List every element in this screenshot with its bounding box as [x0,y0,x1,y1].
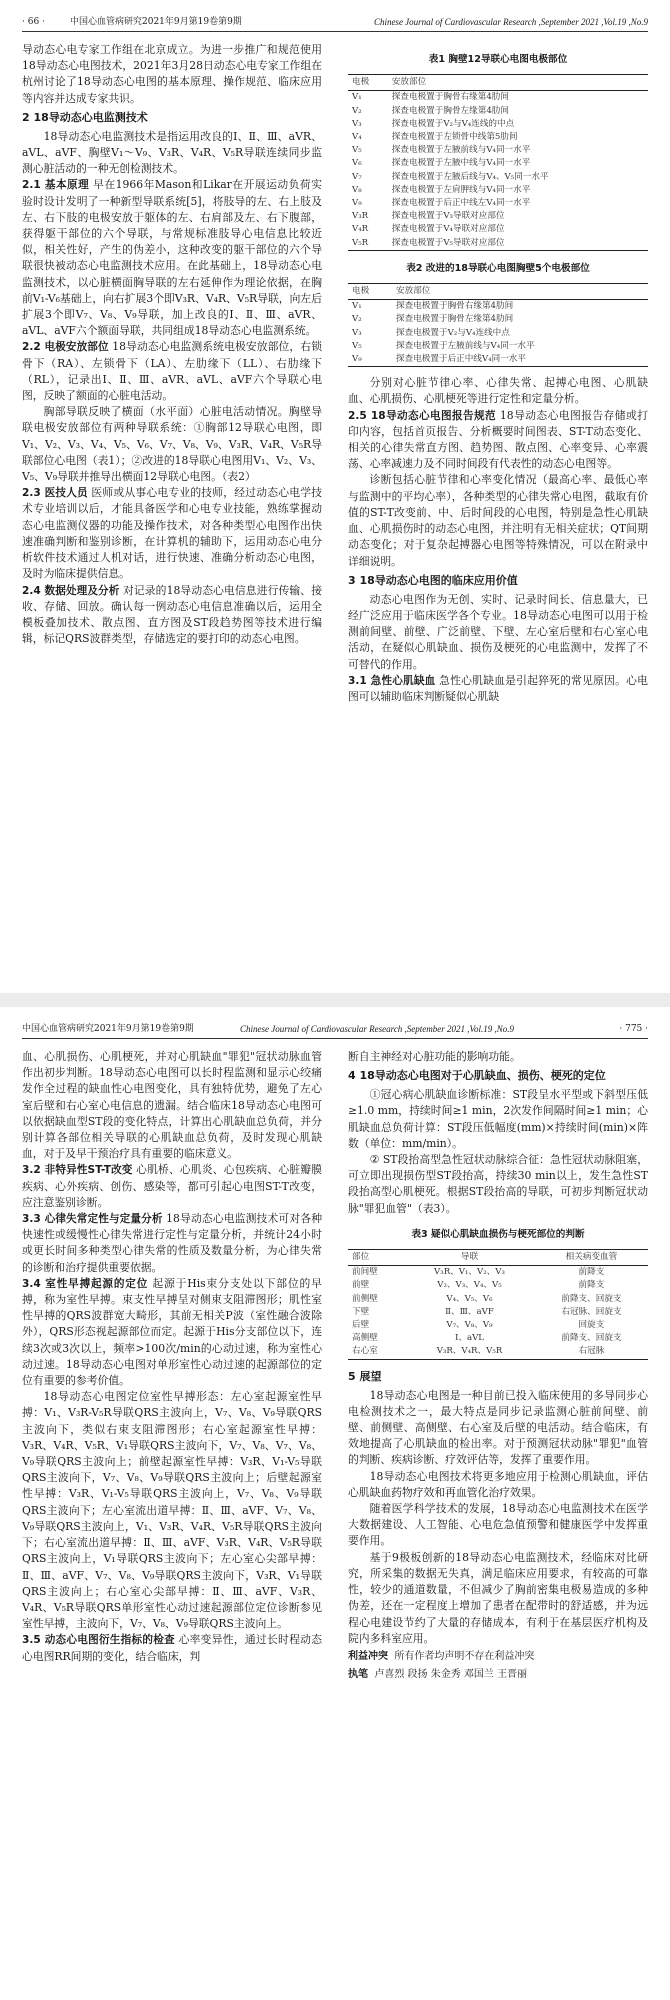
table-cell: 探查电极置于后正中线V₄同一水平 [392,353,648,367]
journal-title-cn: 中国心血管病研究2021年9月第19卷第9期 [70,17,242,27]
subsection-paragraph [22,1276,322,1389]
table-cell: V₅ [352,145,362,156]
table-cell: 前降支、回旋支 [561,1333,622,1344]
paragraph: 18导动态心电图是一种目前已投入临床使用的多导同步心电检测技术之一，最大特点是同步记录监测心脏前间壁、前壁、前侧壁、高侧壁、右心室及后壁的电活动。结合临床，有效地提高了心肌缺血的检出率。对于预测冠状动脉"罪犯"血管的判断、疾病诊断、疗效评估等，发挥了重要作用。 [348,1388,648,1467]
page-number: · 66 · [22,17,45,27]
table-header-cell: 安放部位 [388,75,648,91]
table-row [348,1279,648,1292]
right-column [348,42,648,705]
paragraph: 胸部导联反映了横面（水平面）心脏电活动情况。胸壁导联电极安放部位有两种导联系统：①胸部12导联心电图，即V₁、V₂、V₃、V₄、V₅、V₆、V₇、V₈、V₉、V₃R、V₄R、V₅R导联部位心电图（表1）；②改进的18导联心电图用V₁、V₂、V₃、V₅、V₉导联并推导出横面12导联心电图。（表2） [22,405,322,484]
ischemia-location-table [348,1249,648,1360]
table-cell: 探查电极置于左腋后线与V₄、V₅同一水平 [391,171,549,182]
table-caption: 表1 胸壁12导联心电图电极部位 [428,54,568,65]
table-cell: 探查电极置于V₃导联对应部位 [391,211,505,222]
table-cell: V₄、V₅、V₆ [446,1293,493,1304]
table-row [348,237,648,251]
table-header-cell: 相关病变血管 [535,1250,648,1266]
table-cell: V₅ [352,340,362,351]
table-cell: 探查电极置于V₂与V₄连线的中点 [391,118,515,129]
journal-title-en: Chinese Journal of Cardiovascular Research ,September 2021 ,Vol.19 ,No.9 [373,17,648,27]
section-heading: 3 18导动态心电图的临床应用价值 [348,573,518,587]
table-row [348,340,648,353]
subsection-text: 早在1966年Mason和Likar在开展运动负荷实验时设计发明了一种新型导联系统[5]，将肢导的左、右上肢及左、右下肢的电极安放于躯体的左、右肩部及左、右下腹部，获得躯干部位的六个导联，与常规标准肢导心电信息比较近似，相关性好，产生的伪差小，这种改变的躯干部位的六个导联很快被动态心电监测技术应用。在此基础上，18导动态心电监测技术，以心脏横面胸导联的左右延伸作为理论依据，在胸前V₁-V₆基础上，向右扩展3个即V₃R、V₄R、V₅R导联，向左后扩展3个即V₇、V₈、V₉导联，加上改良的Ⅰ、Ⅱ、Ⅲ、aVR、aVL、aVF六个额面导联，共同组成18导动态心电监测系统。 [22,178,322,338]
conflict-label: 利益冲突 [348,1650,388,1662]
table-cell: V₇ [352,171,362,182]
page-gap [0,993,670,1007]
table-row [348,197,648,210]
table-row [348,1332,648,1345]
subsection-paragraph [348,408,648,473]
paragraph: ①冠心病心肌缺血诊断标准：ST段呈水平型或下斜型压低≥1.0 mm，持续时间≥1 min，2次发作间隔时间≥1 min；心肌缺血总负荷计算：ST段压低幅度(mm)×持续时间(min)×阵数（单位：mm/min）。 [348,1088,648,1150]
subsection-title: 2.2 电极安放部位 [22,341,109,354]
table-cell: V₂、V₃、V₄、V₅ [437,1280,502,1291]
paragraph: 基于9极板创新的18导动态心电监测技术，经临床对比研究，所采集的数据无失真，满足临床应用要求，有较高的可靠性，较少的通道数量，不但减少了胸前密集电极易造成的多种伪差，还在一定程度上增加了患者在配带时的舒适感，并为远程心电建设节约了大量的存储成本，有利于在基层医疗机构及院内多科室应用。 [348,1550,648,1645]
subsection-text: 18导动态心电监测系统电极安放部位，右锁骨下（RA）、左锁骨下（LA）、左肋缘下（LL）、右肋缘下（RL），记录出Ⅰ、Ⅱ、Ⅲ、aVR、aVL、aVF六个导联心电图，反映了额面的心脏电活动。 [22,340,322,403]
table-cell: V₃R、V₁、V₂、V₃ [434,1267,505,1278]
authors-text: 卢喜烈 段扬 朱金秀 邓国兰 王晋丽 [374,1668,528,1680]
table-row [348,91,648,105]
section-heading: 5 展望 [348,1369,382,1383]
table-cell: 后壁 [352,1320,370,1331]
table-cell: 探查电极置于胸骨右缘第4肋间 [396,301,514,312]
subsection-text: 18导动态心电图报告存储或打印内容，包括首页报告、分析概要时间图表、ST-T动态变化、相关的心律失常直方图、趋势图、散点图、心率变异、心率震荡、心率减速力及不同时间段有代表性的动态心电图等。 [348,408,648,471]
table-cell: V₉ [352,198,362,209]
table-cell: V₉ [348,353,392,367]
subsection-title: 3.4 室性早搏起源的定位 [22,1277,149,1290]
table-row [348,171,648,184]
table-cell: 前间壁 [352,1267,378,1278]
subsection-text: 心肌桥、心肌炎、心包疾病、心脏瓣膜疾病、心外疾病、创伤、感染等，都可引起心电图ST-T改变，应注意鉴别诊断。 [22,1163,322,1209]
table-row [348,131,648,144]
table-cell: 高侧壁 [352,1333,378,1344]
table-cell: V₂ [352,105,362,116]
table-cell: 探查电极置于V₅导联对应部位 [388,237,648,251]
subsection-paragraph [22,485,322,582]
page-header [22,1019,648,1039]
electrode-table-2 [348,283,648,367]
table-row [348,327,648,340]
table-cell: V₆ [352,158,362,169]
paragraph: ② ST段抬高型急性冠状动脉综合征：急性冠状动脉阻塞，可立即出现损伤型ST段抬高，持续30 min以上，发生急性ST段抬高型心肌梗死。根据ST段抬高的导联，可初步判断冠状动脉"罪犯血管"（表3）。 [348,1153,648,1215]
table-header-cell: 安放部位 [392,284,648,300]
journal-title-en: Chinese Journal of Cardiovascular Research ,September 2021 ,Vol.19 ,No.9 [240,1024,515,1034]
table-cell: 探查电极置于左腋中线与V₄同一水平 [391,158,531,169]
subsection-paragraph [348,673,648,705]
table-header-cell: 部位 [348,1250,404,1266]
conflict-text: 所有作者均声明不存在利益冲突 [394,1650,535,1662]
table-header-cell: 电极 [348,75,388,91]
subsection-title: 3.2 非特异性ST-T改变 [22,1164,133,1177]
subsection-text: 心率变异性，通过长时程动态心电图RR间期的变化，结合临床，判 [22,1633,322,1663]
table-cell: V₁ [352,301,362,312]
paragraph: 血、心肌损伤、心肌梗死，并对心肌缺血"罪犯"冠状动脉血管作出初步判断。18导动态心电图可以长时程监测和显示心绞痛发作全过程的缺血性心电图变化，具有独特优势，避免了左心室后壁和右心室心电信息的遗漏。结合临床18导动态心电图可以依据缺血型ST段的变化特点，计算出心肌缺血总负荷，并分别计算各部位相关导联的心肌缺血总负荷，及时发现心肌缺血，对于及早干预治疗具有重要的临床意义。 [22,1050,322,1161]
table-row [348,1306,648,1319]
left-column [22,42,322,647]
table-row [348,1293,648,1306]
table-cell: 右心室 [348,1345,404,1359]
table-cell: 探查电极置于胸骨右缘第4肋间 [391,92,509,103]
table-row [348,157,648,170]
table-row [348,223,648,236]
table-cell: 探查电极置于胸骨左缘第4肋间 [391,105,509,116]
subsection-title: 3.1 急性心肌缺血 [348,674,436,687]
right-column [348,1049,648,1683]
subsection-title: 3.3 心律失常定性与定量分析 [22,1213,163,1226]
table-cell: 回旋支 [578,1320,605,1331]
table-cell: 右冠脉、回旋支 [561,1306,622,1317]
table-row [348,105,648,118]
subsection-title: 2.4 数据处理及分析 [22,584,120,597]
paragraph: 动态心电图作为无创、实时、记录时间长、信息量大，已经广泛应用于临床医学各个专业。18导动态心电图可以用于检测前间壁、前壁、广泛前壁、下壁、左心室后壁和右心室心电活动，在疑似心肌缺血、损伤及梗死的心电监测中，发挥了不可替代的作用。 [348,592,648,671]
table-cell: 前侧壁 [352,1293,378,1304]
table-cell: Ⅰ、aVL [454,1333,484,1344]
table-cell: 前降支 [578,1267,605,1278]
table-cell: V₅R [348,237,388,251]
table-cell: 下壁 [352,1306,370,1317]
table-cell: 探查电极置于后正中线左V₄同一水平 [391,198,531,209]
table-cell: 前壁 [352,1280,370,1291]
table-cell: V₂ [352,314,362,325]
table-row [348,313,648,326]
table-row [348,210,648,223]
section-heading: 2 18导动态心电监测技术 [22,110,148,124]
subsection-paragraph [22,583,322,648]
table-caption: 表3 疑似心肌缺血损伤与梗死部位的判断 [411,1228,585,1240]
table-row [348,184,648,197]
table-header-cell: 电极 [348,284,392,300]
subsection-paragraph [22,1162,322,1211]
table-cell: 探查电极置于左腋前线与V₄同一水平 [396,340,535,351]
subsection-paragraph [22,339,322,404]
table-row [348,1319,648,1332]
conflict-statement [348,1649,648,1665]
table-row [348,144,648,157]
page-header [22,12,648,32]
paragraph: 断自主神经对心脏功能的影响功能。 [348,1050,521,1063]
table-cell: 右冠脉 [535,1345,648,1359]
subsection-title: 2.1 基本原理 [22,179,90,192]
left-column [22,1049,322,1665]
authors-label: 执笔 [348,1668,368,1680]
page-66 [0,0,670,993]
table-cell: 探查电极置于左腋前线与V₄同一水平 [391,145,531,156]
subsection-paragraph [22,177,322,339]
table-cell: V₁ [352,92,362,103]
table-cell: 探查电极置于V₄导联对应部位 [391,224,505,235]
table-cell: V₄R [352,224,369,235]
paragraph: 诊断包括心脏节律和心率变化情况（最高心率、最低心率与监测中的平均心率），各种类型的心律失常心电图，截取有价值的ST-T改变前、中、后时间段的心电图，特别是急性心肌缺血、心肌损伤时的动态心电图，并注明有无相关症状；QT间期动态变化；对于复杂起搏器心电图等特殊情况，可以在附录中详细说明。 [348,473,648,568]
subsection-text: 18导动态心电监测技术可对各种快速性或缓慢性心律失常进行定性与定量分析，并统计24小时或更长时间多种类型心律失常的性质及数量分析，为心律失常的诊断和治疗提供重要依据。 [22,1212,322,1274]
subsection-text: 急性心肌缺血是引起猝死的常见原因。心电图可以辅助临床判断疑似心肌缺 [348,673,648,703]
table-row [348,1266,648,1280]
table-cell: V₃ [352,118,362,129]
table-header-cell: 导联 [404,1250,535,1266]
table-cell: 探查电极置于左锁骨中线第5肋间 [391,132,518,143]
table-row [348,1345,648,1359]
subsection-title: 2.3 医技人员 [22,487,88,500]
paragraph: 导动态心电专家工作组在北京成立。为进一步推广和规范使用18导动态心电图技术，2021年3月28日动态心电专家工作组在杭州讨论了18导动态心电图的基本原理、操作规范、临床应用等内容并达成专家共识。 [22,43,322,105]
table-cell: V₃R、V₄R、V₅R [404,1345,535,1359]
table-cell: V₃R [352,211,369,222]
table-cell: 前降支 [578,1280,605,1291]
page-775 [0,1007,670,2000]
paragraph: 18导动态心电图定位室性早搏形态：左心室起源室性早搏：V₁、V₃R-V₅R导联QRS主波向上，V₇、V₈、V₉导联QRS主波向下，类似右束支阻滞图形；右心室起源室性早搏：V₃R、V₄R、V₅R、V₁导联QRS主波向下，V₇、V₈、V₇、V₈、V₉导联QRS主波向上；前壁起源室性早搏：V₃R、V₁-V₅导联QRS主波向下，V₇、V₈、V₉导联QRS主波向上；后壁起源室性早搏：V₃R、V₁-V₅导联QRS主波向上，V₇、V₈、V₉导联QRS主波向下；左心室流出道早搏：Ⅱ、Ⅲ、aVF、V₇、V₈、V₉导联QRS主波向上，V₁、V₃R、V₄R、V₅R导联QRS主波向下；右心室流出道早搏：Ⅱ、Ⅲ、aVF、V₃R、V₄R、V₅R导联QRS主波向上，V₁导联QRS主波向下；左心室心尖部早搏：Ⅱ、Ⅲ、aVF、V₇、V₈、V₉导联QRS主波向下，V₃R、V₁导联QRS主波向上；右心室心尖部早搏：Ⅱ、Ⅲ、aVF、V₃R、V₄R、V₅R导联QRS单形室性心动过速起源部位定位诊断参见室性早搏，主波向下，V₇、V₈、V₉导联QRS主波向上。 [22,1390,322,1631]
table-cell: Ⅱ、Ⅲ、aVF [445,1306,494,1317]
table-cell: 前降支、回旋支 [561,1293,622,1304]
table-cell: 探查电极置于左肩胛线与V₄同一水平 [391,184,531,195]
paragraph: 18导动态心电监测技术是指运用改良的Ⅰ、Ⅱ、Ⅲ、aVR、aVL、aVF、胸壁V₁～V₉、V₃R、V₄R、V₅R导联连续同步监测心脏活动的一种无创检测技术。 [22,129,322,176]
subsection-paragraph [22,1211,322,1276]
subsection-paragraph [22,1632,322,1664]
subsection-text: 医师或从事心电专业的技师，经过动态心电学技术专业培训以后，才能具备医学和心电专业技能，熟练掌握动态心电监测仪器的功能及操作技术，对各种类型心电图作出快速准确判断和鉴别诊断，在计算机的辅助下，运用动态心电分析软件技术通过人机对话，进行快速、准确分析动态心电图，及时为临床提供信息。 [22,486,322,581]
authors-line [348,1667,648,1683]
table-cell: 探查电极置于V₂与V₄连线中点 [396,327,510,338]
table-row [348,118,648,131]
table-cell: V₈ [352,184,362,195]
electrode-table-1 [348,74,648,251]
table-caption: 表2 改进的18导联心电图胸壁5个电极部位 [406,262,590,274]
table-cell: V₄ [352,132,362,143]
subsection-title: 3.5 动态心电图衍生指标的检查 [22,1634,175,1647]
paragraph: 分别对心脏节律心率、心律失常、起搏心电图、心肌缺血、心肌损伤、心肌梗死等进行定性和定量分析。 [348,376,648,406]
table-row [348,353,648,367]
paragraph: 随着医学科学技术的发展，18导动态心电监测技术在医学大数据建设、人工智能、心电危急值预警和健康医学中发挥重要作用。 [348,1502,648,1548]
table-cell: V₃ [352,327,362,338]
paragraph: 18导动态心电图技术将更多地应用于检测心肌缺血，评估心肌缺血药物疗效和再血管化治疗效果。 [348,1469,648,1499]
journal-title-cn: 中国心血管病研究2021年9月第19卷第9期 [22,1024,194,1034]
page-number: · 775 · [619,1024,648,1034]
table-cell: 探查电极置于胸骨左缘第4肋间 [396,314,514,325]
subsection-text: 起源于His束分支处以下部位的早搏，称为室性早搏。束支性早搏呈对侧束支阻滞图形；肌性室性早搏的QRS波群宽大畸形，其前无相关P波（室性融合波除外），QRS形态视起源部位而定。起源于His分支部位以下，连续3次或3次以上，频率>100次/min的心动过速，称为室性心动过速。18导动态心电图对单形室性心动过速的起源部位的定位有重要的参考价值。 [22,1276,322,1388]
subsection-text: 对记录的18导动态心电信息进行传输、接收、存储、回放。确认每一例动态心电信息准确以后，运用全模板叠加技术、散点图、直方图及ST段趋势图等技术进行编辑，标记QRS波群类型，存储选定的要打印的动态心电图。 [22,583,322,646]
subsection-title: 2.5 18导动态心电图报告规范 [348,409,496,422]
table-row [348,300,648,314]
table-cell: V₇、V₈、V₉ [446,1320,493,1331]
section-heading: 4 18导动态心电图对于心肌缺血、损伤、梗死的定位 [348,1069,606,1083]
